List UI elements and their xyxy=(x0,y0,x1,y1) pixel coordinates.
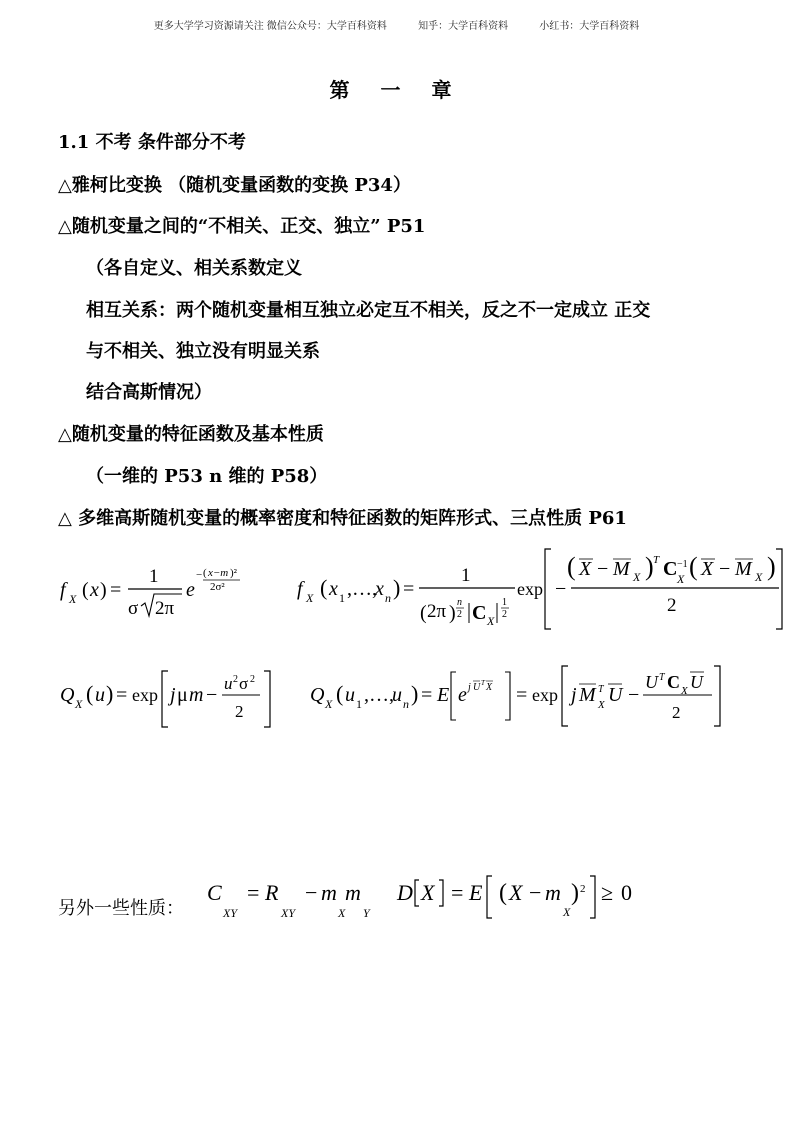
svg-text:U: U xyxy=(608,684,623,706)
svg-text:U: U xyxy=(645,672,658,692)
svg-text:(: ( xyxy=(499,880,507,906)
svg-text:u: u xyxy=(224,674,233,693)
svg-text:m: m xyxy=(189,684,204,706)
line-6: 与不相关、独立没有明显关系 xyxy=(86,341,320,362)
svg-text:2: 2 xyxy=(250,674,255,685)
svg-text:X: X xyxy=(677,572,685,586)
svg-text:1: 1 xyxy=(149,566,159,587)
svg-text:): ) xyxy=(393,575,401,600)
svg-text:=: = xyxy=(451,880,464,905)
line-8: △随机变量的特征函数及基本性质 xyxy=(58,424,324,445)
svg-text:=: = xyxy=(403,578,415,600)
svg-text:T: T xyxy=(598,684,604,695)
svg-text:Y: Y xyxy=(363,906,370,920)
line-10: △ 多维高斯随机变量的概率密度和特征函数的矩阵形式、三点性质 P61 xyxy=(58,508,627,529)
svg-text:,…,: ,…, xyxy=(347,578,377,600)
svg-text:X: X xyxy=(633,570,641,584)
svg-text:2: 2 xyxy=(233,674,238,685)
svg-text:(: ( xyxy=(420,602,427,624)
svg-text:−: − xyxy=(206,684,218,706)
svg-text:x: x xyxy=(90,579,99,601)
svg-text:(: ( xyxy=(82,579,89,601)
svg-text:X: X xyxy=(421,880,435,905)
svg-text:XY: XY xyxy=(223,906,238,920)
svg-text:−: − xyxy=(305,880,318,905)
line-7: 结合高斯情况） xyxy=(86,382,212,403)
svg-text:R: R xyxy=(265,880,279,905)
line-3: △随机变量之间的“不相关、正交、独立” P51 xyxy=(58,216,426,237)
svg-text:0: 0 xyxy=(621,880,632,905)
svg-text:=: = xyxy=(516,684,528,706)
svg-text:): ) xyxy=(767,552,776,581)
svg-text:X: X xyxy=(755,570,763,584)
svg-text:j: j xyxy=(170,684,176,706)
svg-text:m: m xyxy=(321,880,337,905)
svg-text:−: − xyxy=(628,684,640,706)
svg-text:)²: )² xyxy=(230,567,237,579)
svg-text:): ) xyxy=(449,602,456,624)
svg-text:X: X xyxy=(75,697,83,711)
formula-covariance xyxy=(205,872,385,928)
svg-text:u: u xyxy=(95,684,105,706)
svg-text:): ) xyxy=(100,579,107,601)
svg-text:T: T xyxy=(481,679,485,687)
svg-text:1: 1 xyxy=(356,697,362,711)
svg-text:X: X xyxy=(509,880,523,905)
svg-text:C: C xyxy=(472,602,487,624)
svg-text:x−m: x−m xyxy=(208,567,229,579)
svg-text:X: X xyxy=(579,558,592,580)
svg-text:e: e xyxy=(458,684,467,706)
svg-text:=: = xyxy=(110,579,122,601)
svg-text:X: X xyxy=(486,682,493,693)
svg-text:T: T xyxy=(659,672,665,683)
svg-text:2: 2 xyxy=(502,609,507,620)
line-2: △雅柯比变换 （随机变量函数的变换 P34） xyxy=(58,175,411,196)
svg-text:exp: exp xyxy=(132,685,158,705)
header-zhihu: 知乎：大学百科资料 xyxy=(418,21,509,32)
svg-text:): ) xyxy=(411,681,419,706)
svg-text:j: j xyxy=(571,684,577,706)
svg-text:U: U xyxy=(473,682,481,693)
svg-text:): ) xyxy=(645,552,654,581)
svg-text:M: M xyxy=(613,558,630,580)
svg-text:M: M xyxy=(579,684,596,706)
svg-text:X: X xyxy=(681,685,688,697)
svg-text:(: ( xyxy=(203,567,207,579)
svg-text:m: m xyxy=(345,880,361,905)
svg-text:2: 2 xyxy=(667,595,677,616)
svg-text:Q: Q xyxy=(310,684,325,706)
svg-text:f: f xyxy=(60,579,66,601)
svg-text:(: ( xyxy=(567,552,576,581)
svg-text:): ) xyxy=(571,880,579,906)
svg-text:exp: exp xyxy=(517,579,543,599)
svg-text:−1: −1 xyxy=(677,559,688,570)
svg-text:M: M xyxy=(735,558,752,580)
line-9: （一维的 P53 n 维的 P58） xyxy=(86,466,328,487)
svg-text:,…,: ,…, xyxy=(364,684,394,706)
svg-text:exp: exp xyxy=(532,685,558,705)
svg-text:Q: Q xyxy=(60,684,75,706)
svg-text:u: u xyxy=(345,684,355,706)
svg-text:m: m xyxy=(545,880,561,905)
svg-text:(: ( xyxy=(689,552,698,581)
svg-text:x: x xyxy=(375,578,384,600)
svg-text:U: U xyxy=(690,672,703,692)
svg-text:T: T xyxy=(653,554,660,566)
svg-text:n: n xyxy=(385,591,391,605)
svg-text:u: u xyxy=(392,684,402,706)
svg-text:2: 2 xyxy=(672,703,681,722)
formula-gaussian-pdf-1d xyxy=(58,560,258,630)
svg-text:): ) xyxy=(106,681,114,706)
svg-text:E: E xyxy=(469,880,483,905)
svg-text:2: 2 xyxy=(235,702,244,721)
svg-text:2π: 2π xyxy=(155,598,175,619)
formula-char-function-nd xyxy=(308,662,728,734)
svg-text:n: n xyxy=(457,597,462,608)
svg-text:E: E xyxy=(437,684,450,706)
header-xiaohongshu: 小红书：大学百科资料 xyxy=(539,21,640,32)
svg-text:2σ²: 2σ² xyxy=(210,581,225,593)
svg-text:X: X xyxy=(701,558,714,580)
svg-text:n: n xyxy=(403,697,409,711)
svg-text:−: − xyxy=(555,578,567,600)
line-5: 相互关系：两个随机变量相互独立必定互不相关，反之不一定成立 正交 xyxy=(86,300,651,321)
svg-text:−: − xyxy=(597,558,609,580)
svg-text:D: D xyxy=(397,880,413,905)
svg-text:X: X xyxy=(306,591,314,605)
svg-text:σ: σ xyxy=(128,598,139,619)
svg-text:≥: ≥ xyxy=(601,880,614,905)
svg-text:−: − xyxy=(719,558,731,580)
svg-text:e: e xyxy=(186,579,195,601)
svg-text:X: X xyxy=(325,697,333,711)
page-header xyxy=(0,17,793,32)
line-4: （各自定义、相关系数定义 xyxy=(86,258,302,279)
svg-text:σ: σ xyxy=(239,674,249,693)
svg-text:X: X xyxy=(598,699,605,711)
svg-text:C: C xyxy=(667,672,680,692)
other-properties-label: 另外一些性质： xyxy=(58,898,184,919)
svg-text:C: C xyxy=(207,880,222,905)
svg-text:−: − xyxy=(529,880,542,905)
svg-text:1: 1 xyxy=(502,597,507,608)
svg-text:C: C xyxy=(663,558,678,580)
line-1: 1.1 不考 条件部分不考 xyxy=(58,132,246,153)
svg-text:2π: 2π xyxy=(427,601,447,622)
formula-variance xyxy=(395,868,655,928)
svg-text:=: = xyxy=(421,684,433,706)
svg-text:(: ( xyxy=(336,681,344,706)
svg-text:=: = xyxy=(116,684,128,706)
svg-text:2: 2 xyxy=(457,609,462,620)
svg-text:XY: XY xyxy=(281,906,296,920)
svg-text:=: = xyxy=(247,880,260,905)
svg-text:x: x xyxy=(329,578,338,600)
svg-text:X: X xyxy=(487,614,495,628)
formula-char-function-1d xyxy=(58,665,288,735)
svg-text:X: X xyxy=(69,592,77,606)
header-wechat: 更多大学学习资源请关注 微信公众号：大学百科资料 xyxy=(153,21,387,32)
svg-text:f: f xyxy=(297,578,303,600)
svg-text:1: 1 xyxy=(461,565,471,586)
svg-text:1: 1 xyxy=(339,591,345,605)
svg-text:2: 2 xyxy=(580,883,586,895)
svg-text:j: j xyxy=(468,682,471,693)
svg-text:(: ( xyxy=(320,575,328,600)
svg-text:X: X xyxy=(563,905,571,919)
chapter-title: 第 一 章 xyxy=(329,78,464,102)
svg-text:μ: μ xyxy=(177,684,188,706)
svg-text:−: − xyxy=(196,569,203,581)
svg-text:(: ( xyxy=(86,681,94,706)
svg-text:X: X xyxy=(338,906,346,920)
formula-gaussian-pdf-nd xyxy=(295,545,785,635)
